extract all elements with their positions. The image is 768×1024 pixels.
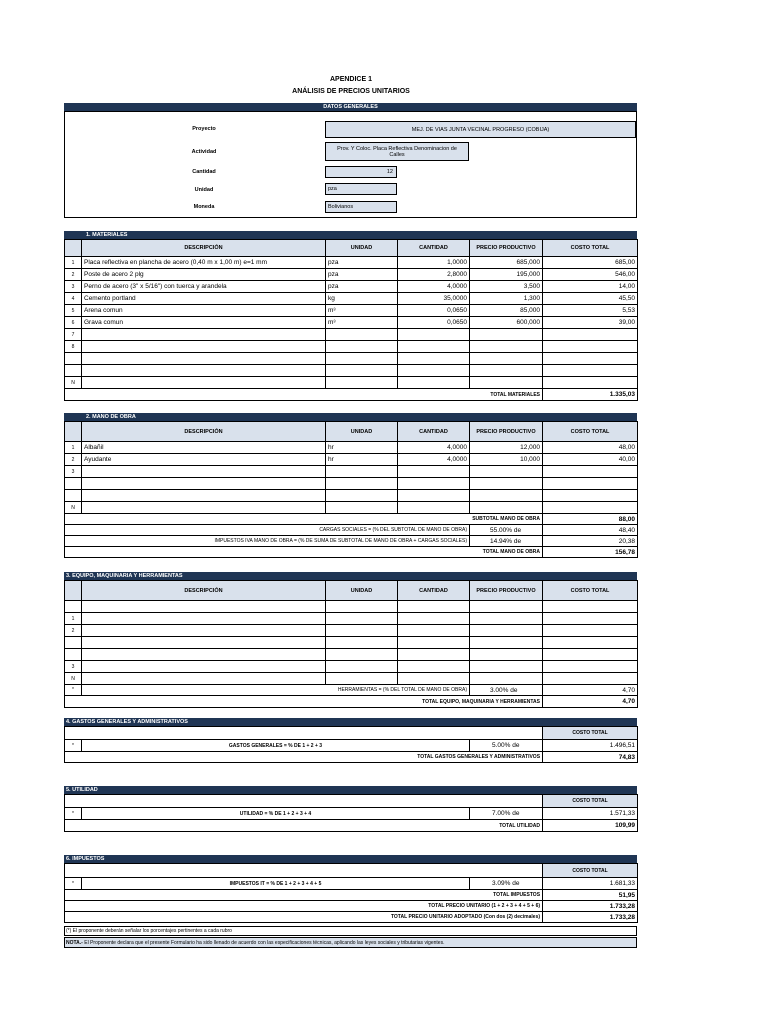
table-row	[65, 341, 638, 353]
precio-unitario-value: 1.733,28	[543, 901, 638, 912]
row-cost	[543, 502, 638, 514]
table-row	[65, 685, 638, 696]
table-row	[65, 293, 638, 305]
col-unidad: UNIDAD	[326, 422, 398, 442]
row-price	[470, 377, 543, 389]
row-description	[82, 673, 326, 685]
row-label: TOTAL EQUIPO, MAQUINARIA Y HERRAMIENTAS	[65, 696, 543, 708]
row-description	[82, 661, 326, 673]
row-quantity	[398, 661, 470, 673]
table-row	[65, 601, 638, 613]
table-row	[65, 820, 638, 832]
row-price	[470, 673, 543, 685]
table-row	[65, 478, 638, 490]
precio-adoptado-label: TOTAL PRECIO UNITARIO ADOPTADO (Con dos (2) decimales)	[65, 912, 543, 923]
row-unit	[326, 377, 398, 389]
row-description	[82, 613, 326, 625]
table-row	[65, 365, 638, 377]
row-cost: 39,00	[543, 317, 638, 329]
proyecto-field: MEJ. DE VIAS JUNTA VECINAL PROGRESO (COBIJA)	[325, 121, 636, 138]
row-description	[82, 341, 326, 353]
row-number: 2	[65, 625, 82, 637]
row-number	[65, 649, 82, 661]
row-value: 4,70	[543, 685, 638, 696]
row-value: 4,70	[543, 696, 638, 708]
row-price	[470, 613, 543, 625]
row-price	[470, 353, 543, 365]
row-quantity: 1,0000	[398, 257, 470, 269]
row-price: 1,300	[470, 293, 543, 305]
equipo-table	[64, 580, 638, 708]
row-description	[82, 625, 326, 637]
row-description	[82, 365, 326, 377]
col-descripcion: DESCRIPCIÓN	[82, 240, 326, 257]
row-unit	[326, 673, 398, 685]
row-quantity: 35,0000	[398, 293, 470, 305]
precio-unitario-label: TOTAL PRECIO UNITARIO (1 + 2 + 3 + 4 + 5 + 6)	[65, 901, 543, 912]
row-quantity	[398, 625, 470, 637]
table-row	[65, 525, 638, 536]
general-section-header	[64, 103, 637, 111]
row-quantity	[398, 613, 470, 625]
row-number: 1	[65, 257, 82, 269]
row-unit	[326, 490, 398, 502]
table-header-row	[65, 240, 638, 257]
precio-adoptado-value: 1.733,28	[543, 912, 638, 923]
col-costo: COSTO TOTAL	[543, 581, 638, 601]
impuestos-total-label: TOTAL IMPUESTOS	[65, 890, 543, 901]
row-unit: kg	[326, 293, 398, 305]
row-cost: 48,00	[543, 442, 638, 454]
row-unit	[326, 365, 398, 377]
table-row	[65, 269, 638, 281]
impuestos-total-value: 51,95	[543, 890, 638, 901]
col-cantidad: CANTIDAD	[398, 422, 470, 442]
gastos-costo-header: COSTO TOTAL	[543, 727, 638, 740]
row-number: 4	[65, 293, 82, 305]
row-description	[82, 637, 326, 649]
row-number: 3	[65, 466, 82, 478]
col-unidad: UNIDAD	[326, 581, 398, 601]
table-row	[65, 649, 638, 661]
row-quantity	[398, 478, 470, 490]
row-quantity: 0,0650	[398, 317, 470, 329]
row-unit: hr	[326, 442, 398, 454]
row-percentage: 14.94% de	[470, 536, 543, 547]
utilidad-section-header	[64, 786, 637, 794]
row-description	[82, 649, 326, 661]
gastos-section-header	[64, 718, 637, 726]
row-price: 3,500	[470, 281, 543, 293]
row-quantity	[398, 673, 470, 685]
table-row	[65, 442, 638, 454]
unidad-label: Unidad	[194, 187, 214, 193]
row-description: Placa reflectiva en plancha de acero (0,40 m x 1,00 m) e=1 mm	[82, 257, 326, 269]
row-quantity: 2,8000	[398, 269, 470, 281]
gastos-table	[64, 726, 638, 763]
row-price: 10,000	[470, 454, 543, 466]
row-quantity: 4,0000	[398, 442, 470, 454]
table-row	[65, 514, 638, 525]
utilidad-table	[64, 794, 638, 832]
row-quantity	[398, 637, 470, 649]
row-price	[470, 625, 543, 637]
row-unit	[326, 625, 398, 637]
gastos-title: 4. GASTOS GENERALES Y ADMINISTRATIVOS	[66, 719, 188, 725]
utilidad-costo-header: COSTO TOTAL	[543, 795, 638, 808]
row-price	[470, 601, 543, 613]
table-row	[65, 901, 638, 912]
row-quantity	[398, 502, 470, 514]
row-unit	[326, 466, 398, 478]
row-price: 195,000	[470, 269, 543, 281]
nota-text: El Proponente declara que el presente Formulario ha sido llenado de acuerdo con las especificaciones técnicas, aplicando las leyes sociales y tributarias vigentes.	[82, 940, 445, 946]
row-description: Perno de acero (3" x 5/16") con tuerca y arandela	[82, 281, 326, 293]
row-unit	[326, 613, 398, 625]
row-unit	[326, 637, 398, 649]
row-cost	[543, 637, 638, 649]
impuestos-title: 6. IMPUESTOS	[66, 856, 105, 862]
row-number: 5	[65, 305, 82, 317]
row-price: 685,000	[470, 257, 543, 269]
cantidad-label: Cantidad	[192, 169, 216, 175]
table-row	[65, 377, 638, 389]
row-mark: *	[65, 685, 82, 696]
row-price	[470, 661, 543, 673]
gastos-mark: *	[65, 740, 82, 752]
row-unit	[326, 478, 398, 490]
row-label: HERRAMIENTAS = (% DEL TOTAL DE MANO DE OBRA)	[82, 685, 470, 696]
row-cost	[543, 365, 638, 377]
row-description: Cemento portland	[82, 293, 326, 305]
row-number: 8	[65, 341, 82, 353]
row-price	[470, 329, 543, 341]
row-cost	[543, 673, 638, 685]
row-description: Albañil	[82, 442, 326, 454]
row-cost	[543, 649, 638, 661]
table-row	[65, 661, 638, 673]
impuestos-pct: 3.09% de	[470, 878, 543, 890]
row-price: 12,000	[470, 442, 543, 454]
row-description: Poste de acero 2 plg	[82, 269, 326, 281]
col-costo: COSTO TOTAL	[543, 422, 638, 442]
table-row	[65, 890, 638, 901]
row-label: IMPUESTOS IVA MANO DE OBRA = (% DE SUMA DE SUBTOTAL DE MANO DE OBRA + CARGAS SOCIALES)	[65, 536, 470, 547]
table-header-row	[65, 581, 638, 601]
row-number	[65, 365, 82, 377]
table-row	[65, 547, 638, 558]
row-label: TOTAL MATERIALES	[65, 389, 543, 401]
materiales-section-header	[64, 231, 637, 239]
actividad-field: Prov. Y Coloc. Placa Reflectiva Denominacion de Calles	[325, 142, 469, 161]
row-label: SUBTOTAL MANO DE OBRA	[65, 514, 543, 525]
row-description	[82, 353, 326, 365]
row-cost: 5,53	[543, 305, 638, 317]
row-value: 156,78	[543, 547, 638, 558]
utilidad-mark: *	[65, 808, 82, 820]
row-cost	[543, 478, 638, 490]
mano-obra-title: 2. MANO DE OBRA	[86, 414, 136, 420]
cantidad-field: 12	[325, 166, 397, 178]
note-text: (*) El proponente deberán señalar los porcentajes pertinentes a cada rubro	[66, 928, 232, 934]
row-unit	[326, 649, 398, 661]
row-number: 7	[65, 329, 82, 341]
table-row	[65, 808, 638, 820]
impuestos-table	[64, 863, 638, 923]
col-precio: PRECIO PRODUCTIVO	[470, 240, 543, 257]
row-number: N	[65, 673, 82, 685]
row-cost	[543, 613, 638, 625]
row-cost: 546,00	[543, 269, 638, 281]
table-row	[65, 329, 638, 341]
row-cost	[543, 625, 638, 637]
table-row	[65, 625, 638, 637]
utilidad-label: UTILIDAD = % DE 1 + 2 + 3 + 4	[82, 808, 470, 820]
table-row	[65, 466, 638, 478]
table-row	[65, 257, 638, 269]
proyecto-label: Proyecto	[192, 126, 216, 132]
row-unit	[326, 601, 398, 613]
table-row	[65, 864, 638, 878]
impuestos-label: IMPUESTOS IT = % DE 1 + 2 + 3 + 4 + 5	[82, 878, 470, 890]
row-percentage: 3.00% de	[470, 685, 543, 696]
row-price	[470, 637, 543, 649]
row-unit	[326, 502, 398, 514]
row-cost: 14,00	[543, 281, 638, 293]
actividad-label: Actividad	[191, 149, 217, 155]
table-header-row	[65, 422, 638, 442]
equipo-section-header	[64, 572, 637, 580]
row-description	[82, 502, 326, 514]
gastos-total-label: TOTAL GASTOS GENERALES Y ADMINISTRATIVOS	[65, 752, 543, 763]
table-row	[65, 727, 638, 740]
row-number: 2	[65, 269, 82, 281]
table-row	[65, 502, 638, 514]
col-precio: PRECIO PRODUCTIVO	[470, 422, 543, 442]
row-price	[470, 466, 543, 478]
row-cost: 685,00	[543, 257, 638, 269]
row-description	[82, 466, 326, 478]
table-row	[65, 454, 638, 466]
row-number: N	[65, 502, 82, 514]
table-row	[65, 912, 638, 923]
impuestos-value: 1.681,33	[543, 878, 638, 890]
row-unit: pza	[326, 257, 398, 269]
row-price	[470, 490, 543, 502]
utilidad-total-label: TOTAL UTILIDAD	[65, 820, 543, 832]
col-descripcion: DESCRIPCIÓN	[82, 422, 326, 442]
row-percentage: 55.00% de	[470, 525, 543, 536]
row-value: 88,00	[543, 514, 638, 525]
table-row	[65, 752, 638, 763]
row-cost	[543, 353, 638, 365]
table-row	[65, 795, 638, 808]
row-number: 3	[65, 661, 82, 673]
row-label: TOTAL MANO DE OBRA	[65, 547, 543, 558]
row-number	[65, 490, 82, 502]
footnote-percentages	[64, 926, 637, 936]
gastos-label: GASTOS GENERALES = % DE 1 + 2 + 3	[82, 740, 470, 752]
row-cost	[543, 341, 638, 353]
table-row	[65, 305, 638, 317]
mano-obra-section-header	[64, 413, 637, 421]
row-value: 48,40	[543, 525, 638, 536]
row-unit: hr	[326, 454, 398, 466]
col-cantidad: CANTIDAD	[398, 240, 470, 257]
row-quantity	[398, 377, 470, 389]
row-price	[470, 365, 543, 377]
impuestos-section-header	[64, 855, 637, 863]
row-description	[82, 490, 326, 502]
table-row	[65, 637, 638, 649]
moneda-label: Moneda	[193, 204, 215, 210]
row-number: 6	[65, 317, 82, 329]
mano-obra-table	[64, 421, 638, 558]
col-costo: COSTO TOTAL	[543, 240, 638, 257]
document-title: APENDICE 1	[329, 76, 372, 83]
row-number: 1	[65, 442, 82, 454]
row-description: Grava comun	[82, 317, 326, 329]
row-unit: pza	[326, 269, 398, 281]
row-price: 600,000	[470, 317, 543, 329]
row-label: CARGAS SOCIALES = (% DEL SUBTOTAL DE MANO DE OBRA)	[65, 525, 470, 536]
table-row	[65, 536, 638, 547]
row-cost: 45,50	[543, 293, 638, 305]
row-description: Ayudante	[82, 454, 326, 466]
utilidad-pct: 7.00% de	[470, 808, 543, 820]
moneda-field: Bolivianos	[325, 201, 397, 213]
row-quantity	[398, 466, 470, 478]
row-number: 3	[65, 281, 82, 293]
row-description	[82, 478, 326, 490]
row-description	[82, 601, 326, 613]
materiales-title: 1. MATERIALES	[86, 232, 128, 238]
row-number	[65, 637, 82, 649]
equipo-title: 3. EQUIPO, MAQUINARIA Y HERRAMIENTAS	[66, 573, 183, 579]
table-row	[65, 696, 638, 708]
row-quantity: 4,0000	[398, 281, 470, 293]
table-row	[65, 740, 638, 752]
table-row	[65, 878, 638, 890]
table-row	[65, 317, 638, 329]
gastos-total-value: 74,83	[543, 752, 638, 763]
row-number	[65, 601, 82, 613]
impuestos-costo-header: COSTO TOTAL	[543, 864, 638, 878]
row-price	[470, 502, 543, 514]
col-cantidad: CANTIDAD	[398, 581, 470, 601]
row-cost	[543, 661, 638, 673]
table-row	[65, 281, 638, 293]
row-quantity	[398, 341, 470, 353]
row-unit	[326, 329, 398, 341]
row-quantity	[398, 490, 470, 502]
row-quantity: 4,0000	[398, 454, 470, 466]
row-cost	[543, 466, 638, 478]
row-unit	[326, 341, 398, 353]
row-cost: 40,00	[543, 454, 638, 466]
row-price	[470, 341, 543, 353]
utilidad-total-value: 109,99	[543, 820, 638, 832]
col-precio: PRECIO PRODUCTIVO	[470, 581, 543, 601]
col-descripcion: DESCRIPCIÓN	[82, 581, 326, 601]
row-description: Arena comun	[82, 305, 326, 317]
row-value: 20,38	[543, 536, 638, 547]
general-section-title: DATOS GENERALES	[323, 104, 378, 110]
row-unit	[326, 661, 398, 673]
row-unit: pza	[326, 281, 398, 293]
row-description	[82, 377, 326, 389]
row-quantity	[398, 353, 470, 365]
row-number: N	[65, 377, 82, 389]
materiales-table	[64, 239, 638, 401]
utilidad-title: 5. UTILIDAD	[66, 787, 98, 793]
document-subtitle: ANÁLISIS DE PRECIOS UNITARIOS	[292, 88, 410, 95]
row-quantity	[398, 365, 470, 377]
row-unit	[326, 353, 398, 365]
row-price: 85,000	[470, 305, 543, 317]
impuestos-mark: *	[65, 878, 82, 890]
row-value: 1.335,03	[543, 389, 638, 401]
row-number: 1	[65, 613, 82, 625]
row-description	[82, 329, 326, 341]
row-cost	[543, 329, 638, 341]
row-number: 2	[65, 454, 82, 466]
row-quantity	[398, 329, 470, 341]
gastos-pct: 5.00% de	[470, 740, 543, 752]
table-row	[65, 353, 638, 365]
row-cost	[543, 377, 638, 389]
col-unidad: UNIDAD	[326, 240, 398, 257]
nota-label: NOTA.-	[66, 940, 83, 946]
row-price	[470, 649, 543, 661]
row-price	[470, 478, 543, 490]
row-cost	[543, 601, 638, 613]
unidad-field: pza	[325, 183, 397, 195]
row-unit: m³	[326, 317, 398, 329]
row-quantity: 0,0650	[398, 305, 470, 317]
row-number	[65, 478, 82, 490]
row-unit: m³	[326, 305, 398, 317]
utilidad-value: 1.571,33	[543, 808, 638, 820]
row-quantity	[398, 601, 470, 613]
table-row	[65, 673, 638, 685]
row-number	[65, 353, 82, 365]
table-row	[65, 490, 638, 502]
row-quantity	[398, 649, 470, 661]
table-row	[65, 389, 638, 401]
row-cost	[543, 490, 638, 502]
table-row	[65, 613, 638, 625]
gastos-value: 1.496,51	[543, 740, 638, 752]
footnote-nota	[64, 937, 637, 948]
